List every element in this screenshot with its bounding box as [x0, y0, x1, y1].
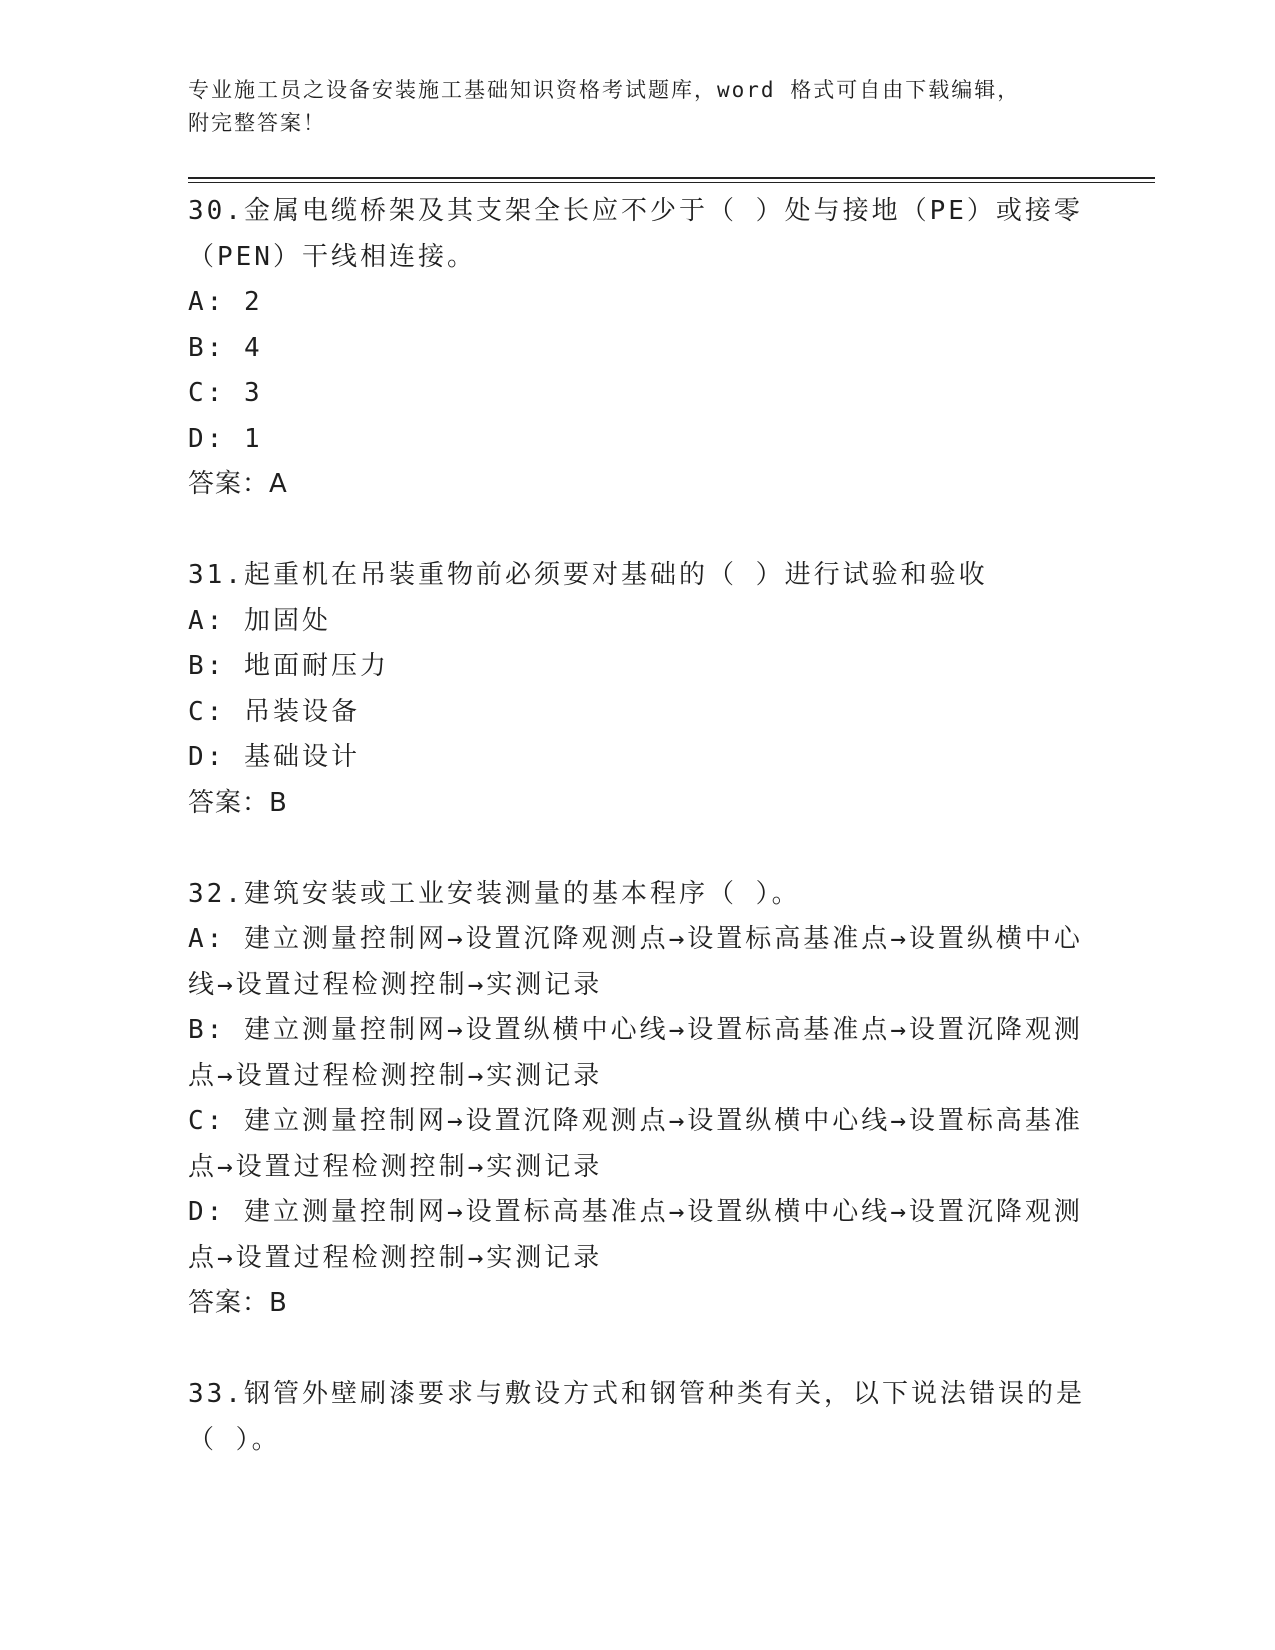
- option-d: D: 基础设计: [188, 742, 360, 772]
- answer: 答案：B: [188, 787, 288, 818]
- option-d: D: 建立测量控制网→设置标高基准点→设置纵横中心线→设置沉降观测点→设置过程检测控制→实测记录: [188, 1197, 1083, 1273]
- question-stem: 33.钢管外壁刷漆要求与敷设方式和钢管种类有关，以下说法错误的是（ ）。: [188, 1379, 1085, 1455]
- document-header: [188, 74, 1068, 140]
- question-32: [188, 872, 1088, 1327]
- option-a: A: 2: [188, 287, 263, 317]
- option-d: D: 1: [188, 423, 263, 454]
- option-c: C: 3: [188, 378, 263, 408]
- option-c: C: 吊装设备: [188, 696, 360, 727]
- answer: 答案：A: [188, 469, 288, 499]
- option-a: A: 加固处: [188, 605, 331, 636]
- option-a: A: 建立测量控制网→设置沉降观测点→设置标高基准点→设置纵横中心线→设置过程检测控制→实测记录: [188, 924, 1083, 1000]
- question-stem: 30.金属电缆桥架及其支架全长应不少于（ ）处与接地（PE）或接零（PEN）干线相连接。: [188, 196, 1083, 272]
- header-divider-thin: [188, 182, 1155, 183]
- header-divider-thick: [188, 177, 1155, 179]
- option-c: C: 建立测量控制网→设置沉降观测点→设置纵横中心线→设置标高基准点→设置过程检测控制→实测记录: [188, 1106, 1083, 1182]
- question-stem: 32.建筑安装或工业安装测量的基本程序（ ）。: [188, 878, 801, 909]
- question-stem: 31.起重机在吊装重物前必须要对基础的（ ）进行试验和验收: [188, 560, 988, 590]
- question-list: [188, 189, 1088, 1509]
- answer: 答案：B: [188, 1288, 288, 1318]
- option-b: B: 地面耐压力: [188, 651, 389, 681]
- question-30: [188, 189, 1088, 508]
- option-b: B: 4: [188, 332, 263, 363]
- header-line-1: 专业施工员之设备安装施工基础知识资格考试题库，word 格式可自由下载编辑，: [188, 78, 1021, 102]
- question-33: [188, 1372, 1088, 1463]
- option-b: B: 建立测量控制网→设置纵横中心线→设置标高基准点→设置沉降观测点→设置过程检测控制→实测记录: [188, 1015, 1083, 1091]
- question-31: [188, 553, 1088, 826]
- header-line-2: 附完整答案！: [188, 111, 326, 135]
